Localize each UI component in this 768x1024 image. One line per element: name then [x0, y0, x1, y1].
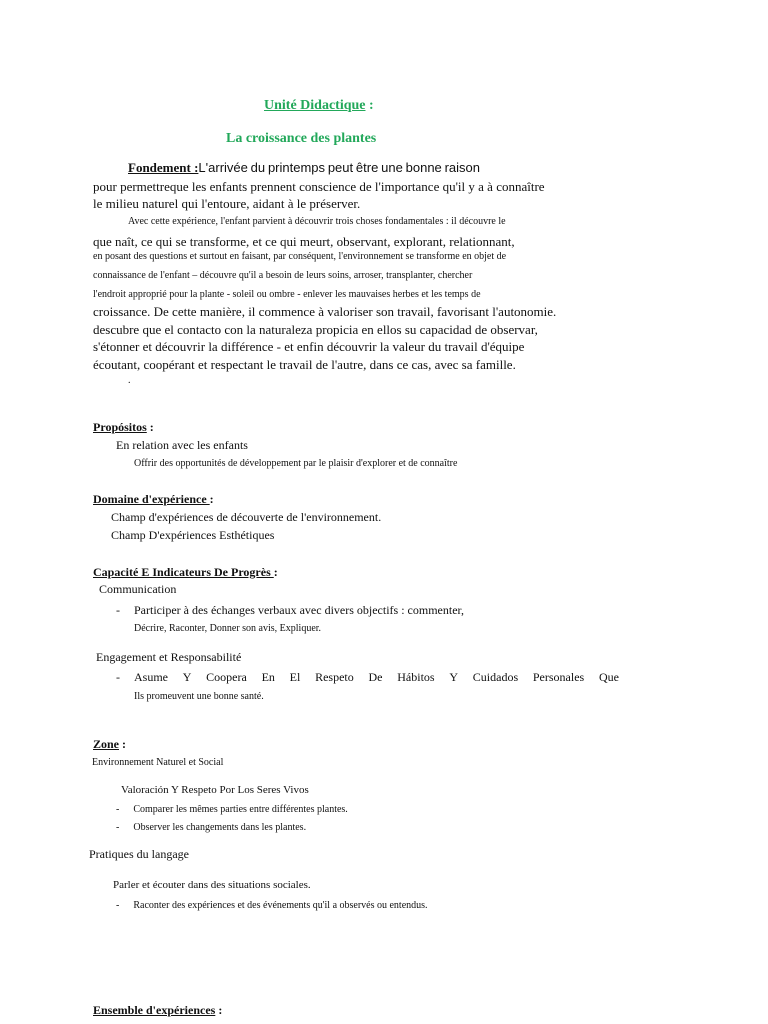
- word: Asume: [134, 670, 168, 684]
- fondement-label: Fondement :: [128, 160, 199, 175]
- capacite-heading-line: [93, 565, 278, 580]
- paragraph-line-2: que naît, ce qui se transforme, et ce qui meurt, observant, explorant, relationnant,: [93, 234, 515, 249]
- domaine-item-text: Champ d'expériences de découverte de l'environnement.: [111, 510, 382, 524]
- dash-bullet: -: [116, 603, 120, 617]
- title-colon: :: [365, 98, 374, 113]
- word: En: [261, 670, 275, 684]
- dash-bullet: -: [116, 900, 120, 911]
- valoracion-item-1: [116, 804, 348, 815]
- engagement-label: Engagement et Responsabilité: [96, 650, 242, 664]
- domaine-heading: Domaine d'expérience: [93, 492, 210, 506]
- paragraph-line-7: descubre que el contacto con la naturaleza propicia en ellos su capacidad de observar,: [93, 322, 538, 337]
- domaine-item-text: Champ D'expériences Esthétiques: [111, 528, 275, 542]
- fondement-line-2: pour permettreque les enfants prennent conscience de l'importance qu'il y a à connaître: [93, 179, 545, 194]
- valoracion-text: Valoración Y Respeto Por Los Seres Vivos: [121, 784, 309, 796]
- paragraph-line-6: croissance. De cette manière, il commence à valoriser son travail, favorisant l'autonomie.: [93, 304, 557, 319]
- word: Cuidados: [472, 670, 519, 684]
- paragraph-line-3: en posant des questions et surtout en faisant, par conséquent, l'environnement se transforme en objet de: [93, 251, 507, 262]
- capacite-heading: Capacité E Indicateurs De Progrès: [93, 565, 274, 579]
- word: peut: [327, 160, 354, 175]
- word: raison: [444, 160, 480, 175]
- word: du: [250, 160, 266, 175]
- raconter-line: [116, 900, 428, 911]
- propositos-heading: Propósitos: [93, 420, 147, 434]
- word: Y: [449, 670, 459, 684]
- word: El: [289, 670, 301, 684]
- communication-label: Communication: [99, 582, 177, 596]
- propositos-sub: Offrir des opportunités de développement par le plaisir d'explorer et de connaître: [134, 458, 458, 469]
- valoracion-item-2: [116, 822, 306, 833]
- word: De: [368, 670, 383, 684]
- title-line: [264, 98, 374, 114]
- engagement-dash: -: [116, 670, 120, 684]
- engagement-item: [134, 670, 619, 685]
- zone-heading-line: [93, 737, 126, 752]
- domaine-item-1: [111, 510, 381, 525]
- word: Hábitos: [397, 670, 435, 684]
- heading-colon: :: [209, 492, 214, 506]
- zone-item: [92, 755, 223, 768]
- word: être: [355, 160, 379, 175]
- valoracion-line: [113, 783, 309, 796]
- word: Personales: [532, 670, 585, 684]
- raconter-text: Raconter des expériences et des événements qu'il a observés ou entendus.: [133, 900, 428, 911]
- word: une: [381, 160, 403, 175]
- parler-text: Parler et écouter dans des situations sociales.: [113, 879, 311, 891]
- word: Coopera: [206, 670, 247, 684]
- fondement-line-3: le milieu naturel qui l'entoure, aidant à le préserver.: [93, 196, 361, 211]
- propositos-heading-line: [93, 420, 154, 435]
- word: bonne: [405, 160, 442, 175]
- fondement-line-1: [128, 160, 480, 176]
- zone-item-text: Environnement Naturel et Social: [92, 757, 224, 768]
- word: Que: [598, 670, 619, 684]
- paragraph-line-5: l'endroit approprié pour la plante - soleil ou ombre - enlever les mauvaises herbes et les temps de: [93, 289, 481, 300]
- ensemble-heading-line: [93, 1003, 222, 1018]
- paragraph-dot: .: [128, 375, 131, 386]
- propositos-item: [116, 438, 248, 453]
- propositos-item-text: En relation avec les enfants: [116, 438, 248, 452]
- pratiques-label: Pratiques du langage: [89, 847, 189, 861]
- valoracion-item-text: Observer les changements dans les plantes.: [133, 822, 307, 833]
- paragraph-line-1: Avec cette expérience, l'enfant parvient à découvrir trois choses fondamentales : il découvre le: [128, 216, 506, 227]
- engagement-line: [96, 650, 241, 665]
- heading-colon: :: [119, 737, 127, 751]
- document-subtitle: La croissance des plantes: [226, 131, 377, 146]
- word: Respeto: [315, 670, 354, 684]
- zone-heading: Zone: [93, 737, 120, 751]
- fondement-text-start: L'arrivée: [198, 160, 248, 175]
- heading-colon: :: [146, 420, 154, 434]
- communication-item: [116, 603, 464, 618]
- dash-bullet: -: [116, 822, 120, 833]
- paragraph-line-4: connaissance de l'enfant – découvre qu'il a besoin de leurs soins, arroser, transplanter, chercher: [93, 270, 473, 281]
- heading-colon: :: [215, 1003, 223, 1017]
- domaine-heading-line: [93, 492, 214, 507]
- engagement-sub: Ils promeuvent une bonne santé.: [134, 691, 264, 702]
- parler-line: [113, 878, 311, 891]
- ensemble-heading: Ensemble d'expériences: [93, 1003, 216, 1017]
- communication-line: [99, 582, 176, 597]
- paragraph-line-8: s'étonner et découvrir la différence - et enfin découvrir la valeur du travail d'équipe: [93, 339, 525, 354]
- word: Y: [182, 670, 192, 684]
- paragraph-line-9: écoutant, coopérant et respectant le travail de l'autre, dans ce cas, avec sa famille.: [93, 357, 516, 372]
- communication-item-text: Participer à des échanges verbaux avec divers objectifs : commenter,: [134, 603, 465, 617]
- document-title: Unité Didactique: [264, 98, 366, 113]
- pratiques-line: [89, 847, 189, 862]
- domaine-item-2: [111, 528, 274, 543]
- word: printemps: [267, 160, 326, 175]
- communication-sub: Décrire, Raconter, Donner son avis, Expliquer.: [134, 623, 322, 634]
- dash-bullet: -: [116, 804, 120, 815]
- valoracion-item-text: Comparer les mêmes parties entre différentes plantes.: [133, 804, 348, 815]
- heading-colon: :: [273, 565, 278, 579]
